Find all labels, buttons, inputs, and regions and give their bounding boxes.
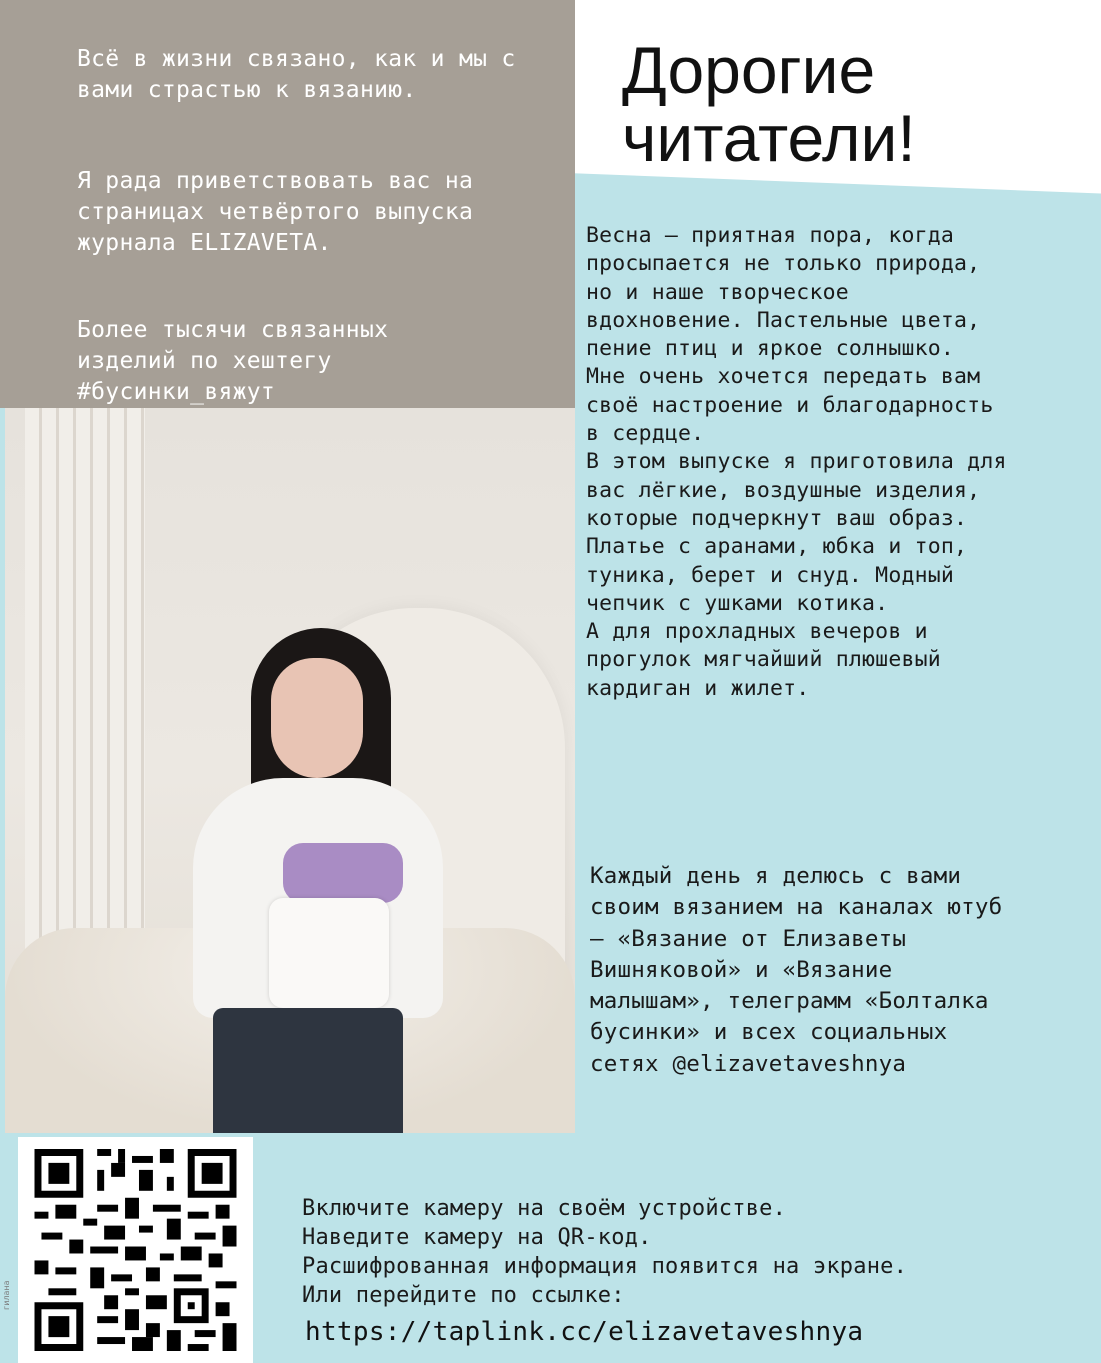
qr-code-card <box>18 1137 253 1363</box>
letter-body: Весна – приятная пора, когда просыпается не только природа, но и наше творческое вдохновение. Пастельные цвета, пение птиц и яркое солнышко. Мне очень хочется передать вам своё настроение и благодарность в сердце. В этом выпуске я приготовила для вас лёгкие, воздушные изделия, которые подчеркнут ваш образ. Платье с аранами, юбка и топ, туника, берет и снуд. Модный чепчик с ушками котика. А для прохладных вечеров и прогулок мягчайший плюшевый кардиган и жилет. <box>586 223 1007 701</box>
knitted-item-purple <box>283 843 403 903</box>
intro-paragraph-hashtag: Более тысячи связанных изделий по хештегу #бусинки_вяжут <box>77 317 389 405</box>
taplink-link[interactable]: https://taplink.cc/elizavetaveshnya <box>305 1317 864 1347</box>
side-tag: гилана <box>2 1280 11 1310</box>
qr-code-icon <box>32 1149 239 1351</box>
title-line-2: читатели! <box>622 101 916 175</box>
letter-channels: Каждый день я делюсь с вами своим вязанием на каналах ютуб – «Вязание от Елизаветы Вишняковой» и «Вязание малышам», телеграмм «Болталка бусинки» и всех социальных сетях @elizavetaveshnya <box>590 863 1003 1077</box>
person-pants <box>213 1008 403 1133</box>
author-photo <box>5 408 575 1133</box>
intro-paragraph-1: Всё в жизни связано, как и мы с вами страстью к вязанию. <box>77 46 516 103</box>
photo-person <box>173 628 458 1133</box>
page-title <box>622 33 1092 175</box>
intro-panel <box>0 0 575 408</box>
qr-instructions: Включите камеру на своём устройстве. Наведите камеру на QR-код. Расшифрованная информация появится на экране. Или перейдите по ссылке: <box>302 1196 908 1308</box>
knitted-item-white <box>269 898 389 1008</box>
person-face <box>271 658 363 778</box>
intro-paragraph-2: Я рада приветствовать вас на страницах четвёртого выпуска журнала ELIZAVETA. <box>77 168 474 256</box>
title-line-1: Дорогие <box>622 33 876 107</box>
